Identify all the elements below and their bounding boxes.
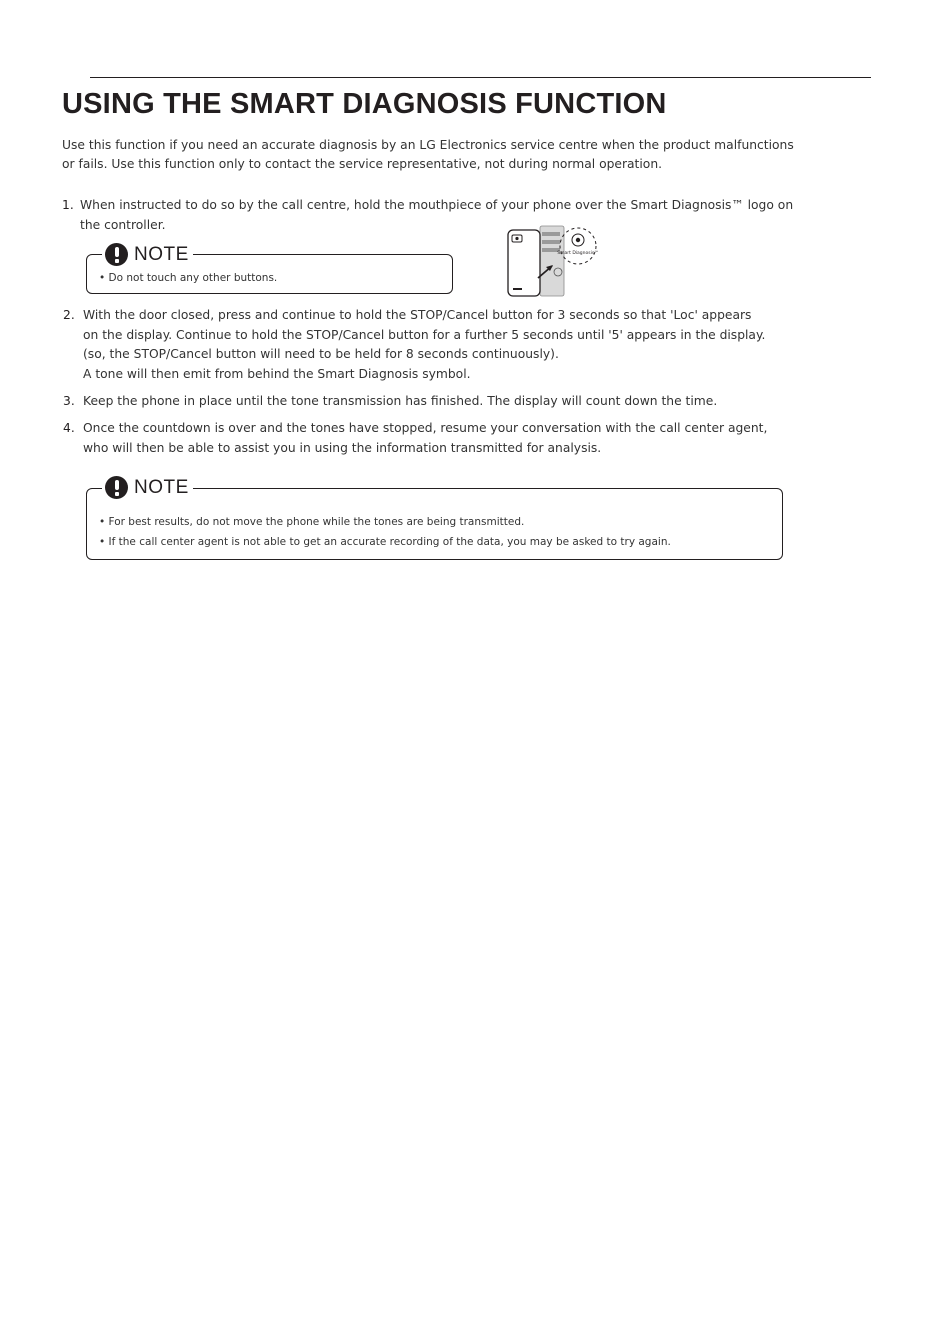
note-item: • For best results, do not move the phone while the tones are being transmitted. bbox=[99, 516, 525, 528]
step-line: With the door closed, press and continue to hold the STOP/Cancel button for 3 seconds so that 'Loc' appears bbox=[83, 308, 752, 322]
note-label: NOTE bbox=[134, 243, 189, 265]
step-line: who will then be able to assist you in using the information transmitted for analysis. bbox=[83, 440, 602, 455]
smart-diagnosis-panel-text: Smart Diagnosis™ bbox=[557, 251, 599, 256]
note-list bbox=[99, 272, 277, 284]
phone-smart-diagnosis-illustration bbox=[500, 222, 610, 300]
step-text bbox=[63, 419, 853, 458]
step-number: 4. bbox=[63, 421, 75, 435]
step-line: (so, the STOP/Cancel button will need to be held for 8 seconds continuously). bbox=[83, 347, 559, 361]
note-heading bbox=[102, 476, 193, 499]
exclamation-icon bbox=[105, 476, 128, 499]
note-heading bbox=[102, 243, 193, 266]
step-line: A tone will then emit from behind the Smart Diagnosis symbol. bbox=[83, 366, 471, 381]
phone-speaker-icon bbox=[513, 288, 522, 290]
step-line: Once the countdown is over and the tones have stopped, resume your conversation with the call center agent, bbox=[83, 421, 768, 435]
exclamation-icon bbox=[105, 243, 128, 266]
step-number: 3. bbox=[63, 394, 75, 408]
step-2 bbox=[63, 306, 853, 384]
note-label: NOTE bbox=[134, 476, 189, 498]
page-title: USING THE SMART DIAGNOSIS FUNCTION bbox=[62, 88, 667, 120]
step-text bbox=[62, 196, 852, 235]
panel-segment bbox=[542, 240, 560, 244]
step-line: Keep the phone in place until the tone transmission has finished. The display will count down the time. bbox=[83, 394, 718, 408]
smart-diagnosis-logo-center-icon bbox=[576, 238, 580, 242]
step-number: 1. bbox=[62, 198, 74, 212]
note-item: • If the call center agent is not able to get an accurate recording of the data, you may be asked to try again. bbox=[99, 536, 671, 548]
step-1 bbox=[62, 196, 852, 235]
phone-icon bbox=[508, 230, 540, 296]
header-rule bbox=[90, 77, 871, 78]
appliance-panel bbox=[540, 226, 564, 296]
step-text bbox=[63, 392, 853, 412]
intro-line: or fails. Use this function only to contact the service representative, not during normal operation. bbox=[62, 157, 663, 171]
step-3 bbox=[63, 392, 853, 412]
note-item: • Do not touch any other buttons. bbox=[99, 272, 278, 284]
step-text bbox=[63, 306, 853, 384]
note-list bbox=[99, 512, 671, 552]
step-line: When instructed to do so by the call centre, hold the mouthpiece of your phone over the Smart Diagnosis™ logo on bbox=[80, 198, 794, 212]
step-line: the controller. bbox=[80, 217, 166, 232]
intro-paragraph bbox=[62, 136, 852, 174]
step-line: on the display. Continue to hold the STOP/Cancel button for a further 5 seconds until '5' appears in the display. bbox=[83, 327, 766, 342]
step-number: 2. bbox=[63, 308, 75, 322]
intro-line: Use this function if you need an accurate diagnosis by an LG Electronics service centre when the product malfunctions bbox=[62, 138, 794, 152]
panel-segment bbox=[542, 232, 560, 236]
step-4 bbox=[63, 419, 853, 458]
phone-lens-icon bbox=[515, 237, 518, 240]
